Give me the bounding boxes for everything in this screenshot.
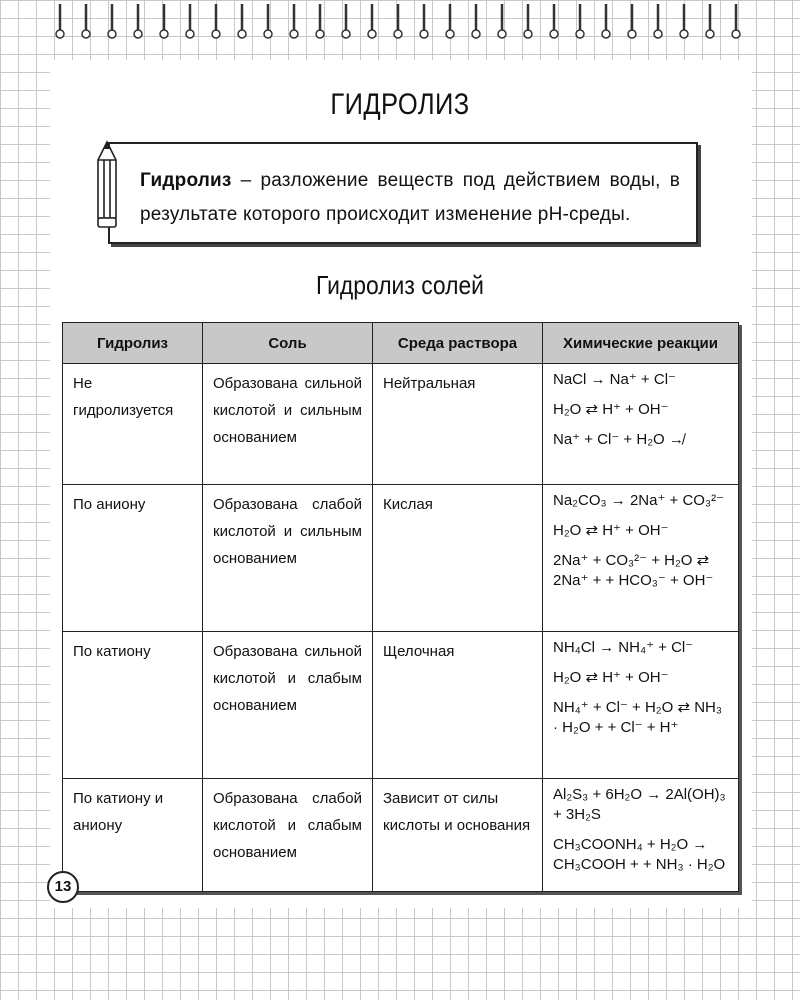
hydrolysis-type-cell: По катиону [63,632,203,779]
reactions-cell [543,485,739,632]
column-header: Химические реакции [543,323,739,364]
reaction-line: Al₂S₃ + 6H₂O → 2Al(OH)₃ + 3H₂S [553,786,726,823]
reactions-cell [543,364,739,485]
hydrolysis-table [62,322,739,892]
reaction-line: NH₄Cl → NH₄⁺ + Cl⁻ [553,639,694,656]
medium-cell: Зависит от силы кислоты и основания [373,779,543,892]
salt-cell: Образована сильной кислотой и сильным основанием [203,364,373,485]
table-row [63,779,739,892]
page-number: 13 [47,871,79,903]
reactions-cell [543,632,739,779]
column-header: Соль [203,323,373,364]
salt-cell: Образована сильной кислотой и слабым основанием [203,632,373,779]
section-title: Гидролиз солей [316,270,484,300]
table-row [63,632,739,779]
definition-term: Гидролиз [140,170,232,191]
medium-cell: Нейтральная [373,364,543,485]
reaction-line: Na₂CO₃ → 2Na⁺ + CO₃²⁻ [553,492,724,509]
medium-cell: Щелочная [373,632,543,779]
salt-cell: Образована слабой кислотой и слабым основанием [203,779,373,892]
hydrolysis-type-cell: По катиону и аниону [63,779,203,892]
page-title: ГИДРОЛИЗ [330,88,470,121]
reaction-line: CH₃COONH₄ + H₂O → CH₃COOH + + NH₃ · H₂O [553,836,726,873]
reaction-line: Na⁺ + Cl⁻ + H₂O ↛ [553,431,684,448]
reaction-line: NaCl → Na⁺ + Cl⁻ [553,371,676,388]
reaction-line: H₂O ⇄ H⁺ + OH⁻ [553,401,669,418]
medium-cell: Кислая [373,485,543,632]
table-row [63,485,739,632]
definition-body: – разложение веществ под действием воды, в результате которого происходит изменение pH-среды. [140,170,680,225]
definition-box [108,142,698,244]
reactions-cell [543,779,739,892]
salt-cell: Образована слабой кислотой и сильным основанием [203,485,373,632]
column-header: Гидролиз [63,323,203,364]
spiral-binding [0,0,800,44]
hydrolysis-type-cell: Не гидролизуется [63,364,203,485]
table-row [63,364,739,485]
hydrolysis-type-cell: По аниону [63,485,203,632]
reaction-line: NH₄⁺ + Cl⁻ + H₂O ⇄ NH₃ · H₂O + + Cl⁻ + H⁺ [553,699,722,736]
table-header-row [63,323,739,364]
column-header: Среда раствора [373,323,543,364]
reaction-line: H₂O ⇄ H⁺ + OH⁻ [553,669,669,686]
reaction-line: H₂O ⇄ H⁺ + OH⁻ [553,522,669,539]
definition-text [140,164,680,232]
pencil-icon [94,140,120,230]
reaction-line: 2Na⁺ + CO₃²⁻ + H₂O ⇄ 2Na⁺ + + HCO₃⁻ + OH⁻ [553,552,714,589]
